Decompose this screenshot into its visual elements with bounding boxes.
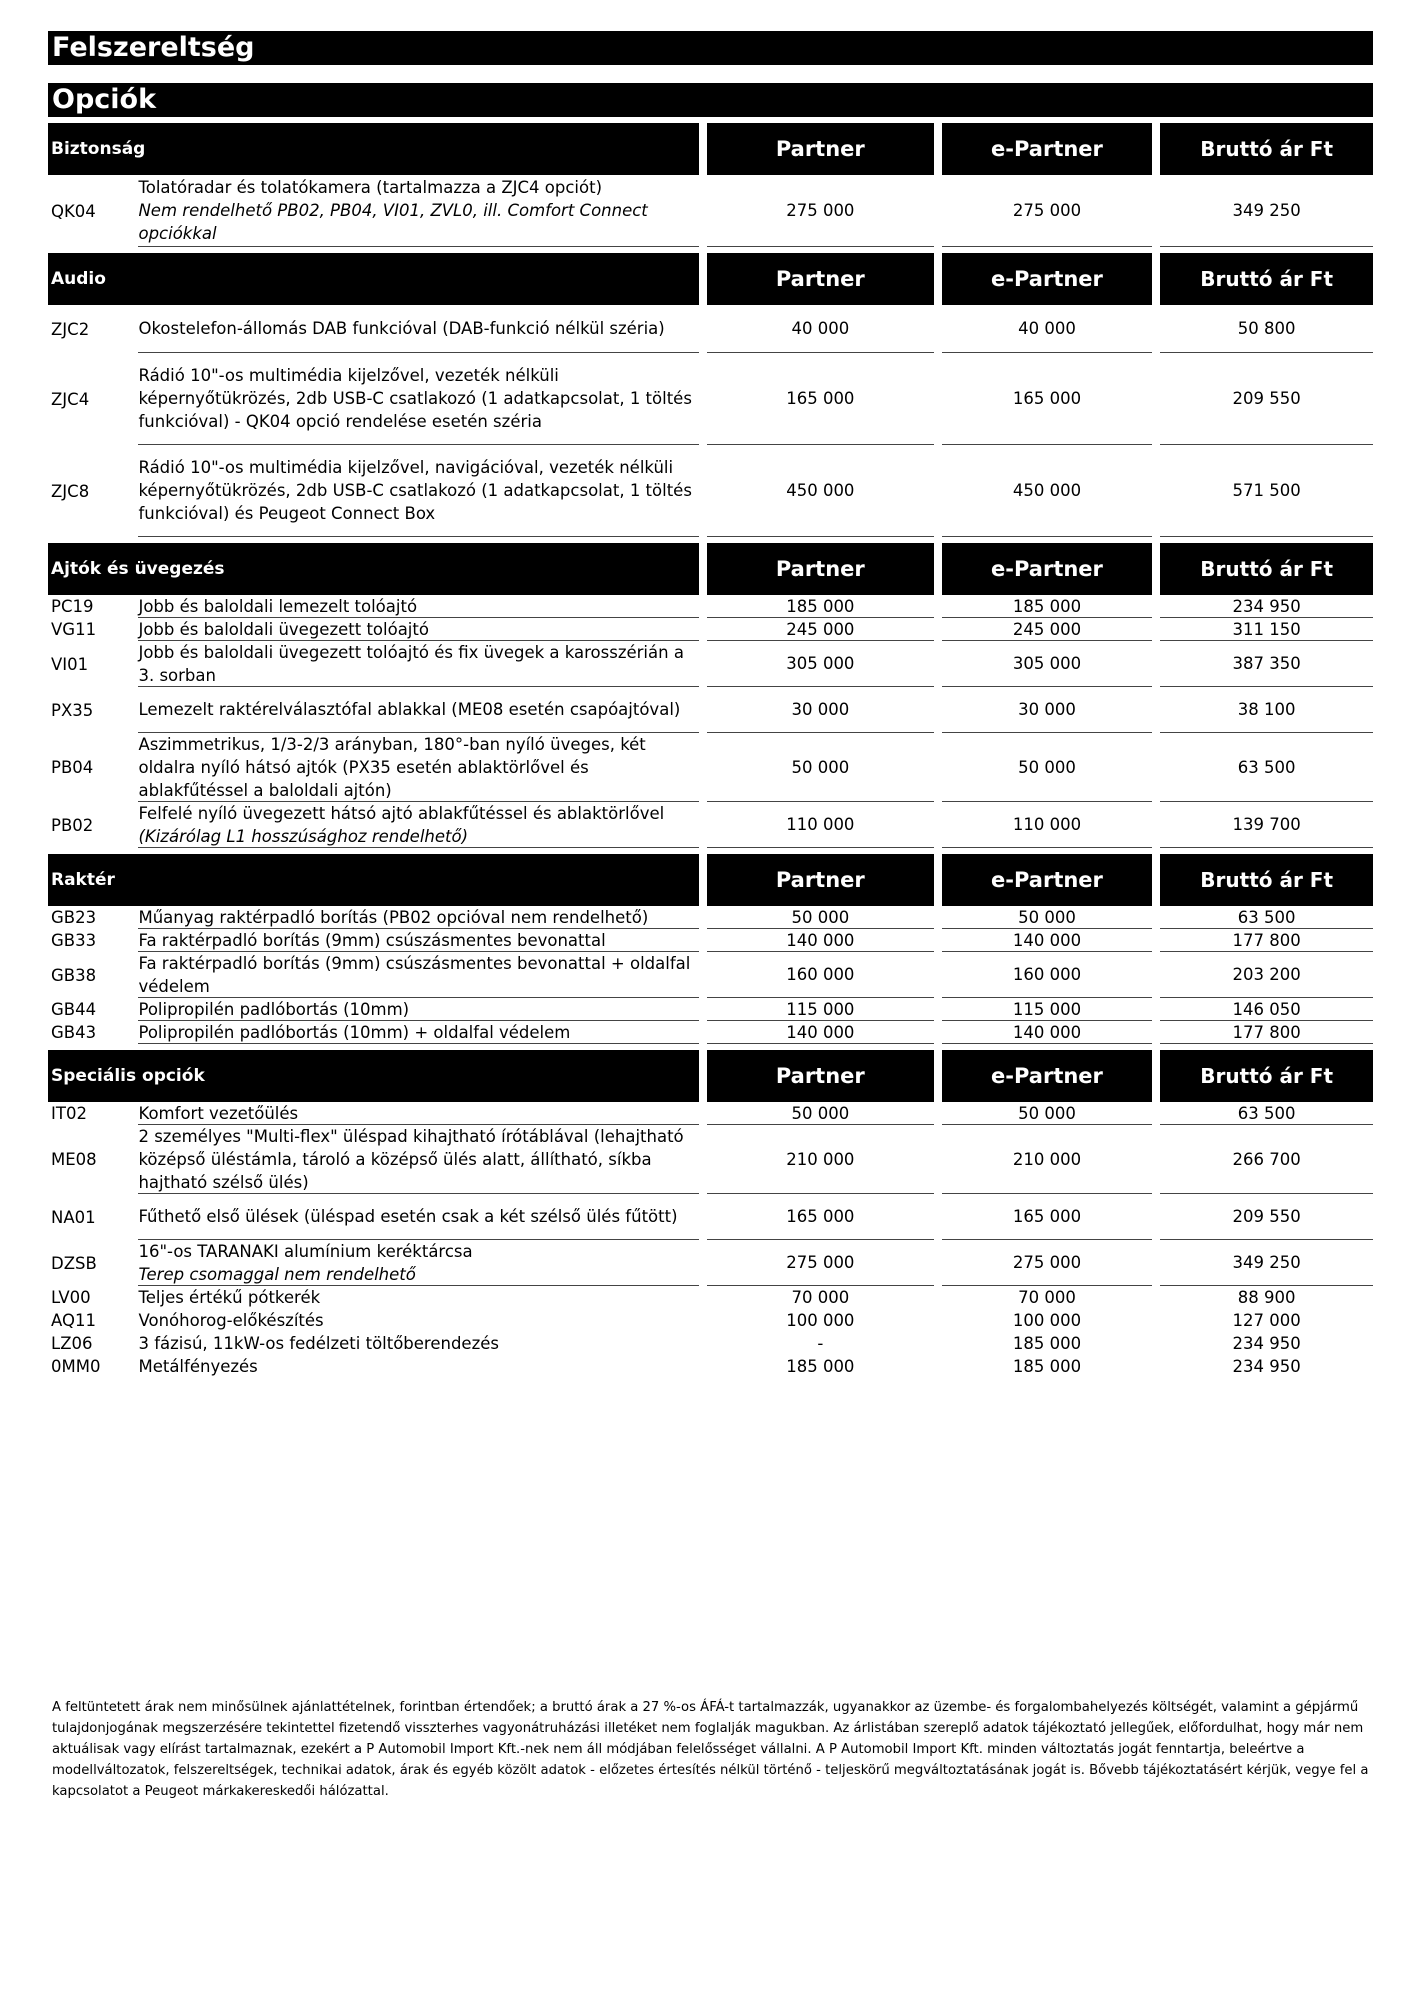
- price-epartner: 100 000: [1012, 1311, 1082, 1330]
- price-epartner: 245 000: [942, 618, 1153, 641]
- option-code: VI01: [51, 654, 89, 674]
- option-description: [138, 1194, 699, 1240]
- option-description-text: 16"-os TARANAKI alumínium keréktárcsa: [138, 1241, 473, 1261]
- option-description: [138, 952, 699, 998]
- section-title: Biztonság: [48, 123, 699, 175]
- option-description-text: Jobb és baloldali üvegezett tolóajtó: [138, 619, 429, 639]
- price-epartner: 30 000: [942, 687, 1153, 733]
- options-table: [48, 123, 1373, 1378]
- price-brutto: 571 500: [1160, 445, 1373, 537]
- option-code: PB04: [51, 758, 94, 777]
- price-brutto: 387 350: [1160, 641, 1373, 687]
- price-epartner: 210 000: [942, 1125, 1153, 1194]
- option-description-text: Tolatóradar és tolatókamera (tartalmazza a ZJC4 opciót): [138, 178, 603, 197]
- option-code: QK04: [51, 201, 96, 221]
- option-description: [138, 1240, 699, 1286]
- price-brutto: 266 700: [1160, 1125, 1373, 1194]
- section-title: Audio: [48, 253, 699, 305]
- price-brutto: 63 500: [1160, 1102, 1373, 1125]
- price-partner: 160 000: [707, 952, 934, 998]
- table-row: [48, 1332, 1373, 1355]
- option-description: [138, 1355, 699, 1378]
- col-partner: Partner: [707, 123, 934, 175]
- price-brutto: 234 950: [1160, 595, 1373, 618]
- price-partner: 450 000: [707, 445, 934, 537]
- option-description: [138, 641, 699, 687]
- price-epartner: 450 000: [942, 445, 1153, 537]
- option-code: AQ11: [51, 1311, 96, 1330]
- option-description-text: Jobb és baloldali lemezelt tolóajtó: [138, 596, 418, 616]
- price-brutto: 209 550: [1160, 353, 1373, 445]
- option-description-text: Fa raktérpadló borítás (9mm) csúszásmentes bevonattal + oldalfal védelem: [138, 953, 691, 996]
- price-brutto: 50 800: [1160, 305, 1373, 353]
- price-partner: 165 000: [707, 1194, 934, 1240]
- option-note: (Kizárólag L1 hosszúsághoz rendelhető): [138, 826, 469, 846]
- price-brutto: 234 950: [1232, 1334, 1301, 1353]
- price-partner: 30 000: [707, 687, 934, 733]
- option-description-text: Polipropilén padlóbortás (10mm) + oldalfal védelem: [138, 1022, 571, 1042]
- option-description-text: Vonóhorog-előkészítés: [138, 1311, 324, 1330]
- section-title: Speciális opciók: [48, 1050, 699, 1102]
- price-epartner: 110 000: [942, 802, 1153, 848]
- option-description: [138, 175, 699, 247]
- option-code: PX35: [51, 700, 94, 720]
- option-description-text: Komfort vezetőülés: [138, 1103, 299, 1123]
- table-row: [48, 687, 1373, 733]
- price-partner: 275 000: [707, 175, 934, 247]
- option-code: GB33: [51, 931, 97, 950]
- option-description: [138, 595, 699, 618]
- price-partner: -: [817, 1334, 824, 1353]
- table-row: [48, 445, 1373, 537]
- price-epartner: 50 000: [942, 906, 1153, 929]
- option-note: Terep csomaggal nem rendelhető: [138, 1264, 416, 1284]
- option-description: [138, 998, 699, 1021]
- option-description-text: Rádió 10"-os multimédia kijelzővel, navigációval, vezeték nélküli képernyőtükrözés, 2db USB-C csatlakozó (1 adatkapcsolat, 1 töltés funkcióval) és Peugeot Connect Box: [138, 458, 692, 523]
- col-partner: Partner: [707, 253, 934, 305]
- option-description: [138, 733, 699, 802]
- col-brutto: Bruttó ár Ft: [1160, 1050, 1373, 1102]
- price-partner: 275 000: [707, 1240, 934, 1286]
- price-brutto: 63 500: [1160, 906, 1373, 929]
- price-brutto: 139 700: [1160, 802, 1373, 848]
- option-code: 0MM0: [51, 1357, 101, 1376]
- price-brutto: 203 200: [1160, 952, 1373, 998]
- section-header-biztonsag: [48, 123, 1373, 175]
- col-brutto: Bruttó ár Ft: [1160, 543, 1373, 595]
- price-brutto: 209 550: [1160, 1194, 1373, 1240]
- table-row: [48, 1309, 1373, 1332]
- option-description: [138, 618, 699, 641]
- col-epartner: e-Partner: [942, 253, 1153, 305]
- option-description: [138, 1102, 699, 1125]
- price-partner: 210 000: [707, 1125, 934, 1194]
- option-description-text: Lemezelt raktérelválasztófal ablakkal (ME08 esetén csapóajtóval): [138, 700, 681, 719]
- option-code: PC19: [51, 597, 94, 616]
- col-brutto: Bruttó ár Ft: [1160, 123, 1373, 175]
- price-partner: 110 000: [707, 802, 934, 848]
- table-row: [48, 733, 1373, 802]
- col-epartner: e-Partner: [942, 1050, 1153, 1102]
- table-row: [48, 1125, 1373, 1194]
- table-row: [48, 1240, 1373, 1286]
- price-partner: 50 000: [707, 1102, 934, 1125]
- price-epartner: 275 000: [942, 175, 1153, 247]
- price-brutto: 127 000: [1232, 1311, 1301, 1330]
- option-code: IT02: [51, 1104, 87, 1123]
- option-description: [138, 445, 699, 537]
- section-title: Ajtók és üvegezés: [48, 543, 699, 595]
- table-row: [48, 595, 1373, 618]
- price-partner: 40 000: [707, 305, 934, 353]
- col-partner: Partner: [707, 543, 934, 595]
- col-epartner: e-Partner: [942, 123, 1153, 175]
- price-brutto: 38 100: [1160, 687, 1373, 733]
- price-partner: 245 000: [707, 618, 934, 641]
- col-epartner: e-Partner: [942, 854, 1153, 906]
- price-epartner: 165 000: [942, 353, 1153, 445]
- table-row: [48, 1286, 1373, 1309]
- price-partner: 140 000: [707, 1021, 934, 1044]
- page-title: Felszereltség: [48, 31, 1373, 65]
- option-code: DZSB: [51, 1253, 97, 1273]
- option-description: [138, 1021, 699, 1044]
- option-code: ZJC2: [51, 319, 90, 339]
- option-description: [138, 1309, 699, 1332]
- option-description-text: 2 személyes "Multi-flex" üléspad kihajtható írótáblával (lehajtható középső üléstámla, tároló a középső ülés alatt, állítható, síkba hajtható szélső ülés): [138, 1126, 684, 1192]
- table-row: [48, 1021, 1373, 1044]
- option-code: GB38: [51, 965, 97, 985]
- page-subtitle: Opciók: [48, 83, 1373, 117]
- price-brutto: 349 250: [1160, 1240, 1373, 1286]
- option-description: [138, 906, 699, 929]
- price-partner: 50 000: [707, 733, 934, 802]
- option-description-text: Fűthető első ülések (üléspad esetén csak a két szélső ülés fűtött): [138, 1207, 678, 1226]
- option-code: GB44: [51, 1000, 97, 1019]
- price-epartner: 160 000: [942, 952, 1153, 998]
- section-header-specialis: [48, 1050, 1373, 1102]
- table-row: [48, 305, 1373, 353]
- disclaimer: A feltüntetett árak nem minősülnek ajánlattételnek, forintban értendőek; a bruttó árak a 27 %-os ÁFÁ-t tartalmazzák, ugyanakkor az üzembe- és forgalombahelyezés költségét, valamint a gépjármű tulajdonjogának megszerzésére tekintettel fizetendő visszterhes vagyonátruházási illetéket nem foglalják magukban. Az árlistában szereplő adatok tájékoztató jellegűek, előfordulhat, hogy már nem aktuálisak vagy elírást tartalmaznak, ezekért a P Automobil Import Kft.-nek nem áll módjában felelősséget vállalni. A P Automobil Import Kft. minden változtatás jogát fenntartja, beleértve a modellváltozatok, felszereltségek, technikai adatok, árak és egyéb közölt adatok - előzetes értesítés nélkül történő - teljeskörű megváltoztatásának jogát is. Bővebb tájékoztatásért kérjük, vegye fel a kapcsolatot a Peugeot márkakereskedői hálózattal.: [52, 1700, 1369, 1799]
- option-description: [138, 1286, 699, 1309]
- option-code: GB23: [51, 908, 97, 927]
- price-epartner: 185 000: [1012, 1334, 1082, 1353]
- price-brutto: 177 800: [1160, 1021, 1373, 1044]
- price-epartner: 40 000: [942, 305, 1153, 353]
- price-partner: 185 000: [786, 1357, 855, 1376]
- option-description: [138, 1125, 699, 1194]
- option-description: [138, 353, 699, 445]
- table-row: [48, 1355, 1373, 1378]
- option-code: ZJC4: [51, 389, 90, 409]
- price-epartner: 140 000: [942, 1021, 1153, 1044]
- price-brutto: 177 800: [1160, 929, 1373, 952]
- option-description: [138, 929, 699, 952]
- price-partner: 140 000: [707, 929, 934, 952]
- option-description: [138, 687, 699, 733]
- table-row: [48, 952, 1373, 998]
- col-brutto: Bruttó ár Ft: [1160, 253, 1373, 305]
- option-code: PB02: [51, 815, 94, 835]
- option-code: LZ06: [51, 1334, 93, 1353]
- price-epartner: 50 000: [942, 1102, 1153, 1125]
- option-description-text: Fa raktérpadló borítás (9mm) csúszásmentes bevonattal: [138, 930, 606, 950]
- section-header-rakter: [48, 854, 1373, 906]
- option-code: GB43: [51, 1023, 97, 1042]
- option-description-text: Műanyag raktérpadló borítás (PB02 opcióval nem rendelhető): [138, 907, 649, 927]
- table-row: [48, 998, 1373, 1021]
- option-code: ME08: [51, 1150, 97, 1169]
- price-partner: 165 000: [707, 353, 934, 445]
- price-brutto: 349 250: [1160, 175, 1373, 247]
- option-description-text: Jobb és baloldali üvegezett tolóajtó és fix üvegek a karosszérián a 3. sorban: [138, 642, 684, 685]
- option-code: LV00: [51, 1288, 91, 1307]
- price-epartner: 70 000: [1018, 1288, 1076, 1307]
- table-row: [48, 1194, 1373, 1240]
- table-row: [48, 353, 1373, 445]
- price-brutto: 63 500: [1160, 733, 1373, 802]
- price-brutto: 311 150: [1160, 618, 1373, 641]
- table-row: [48, 1102, 1373, 1125]
- option-description: [138, 305, 699, 353]
- option-description-text: Okostelefon-állomás DAB funkcióval (DAB-funkció nélkül széria): [138, 319, 665, 338]
- table-row: [48, 906, 1373, 929]
- price-epartner: 185 000: [1012, 1357, 1082, 1376]
- option-code: NA01: [51, 1207, 96, 1227]
- col-partner: Partner: [707, 1050, 934, 1102]
- price-partner: 185 000: [707, 595, 934, 618]
- option-code: ZJC8: [51, 481, 90, 501]
- price-partner: 100 000: [786, 1311, 855, 1330]
- price-brutto: 146 050: [1160, 998, 1373, 1021]
- option-description-text: Felfelé nyíló üvegezett hátsó ajtó ablakfűtéssel és ablaktörlővel: [138, 803, 665, 823]
- table-row: [48, 802, 1373, 848]
- option-description-text: Metálfényezés: [138, 1357, 258, 1376]
- option-description-text: Polipropilén padlóbortás (10mm): [138, 999, 410, 1019]
- option-code: VG11: [51, 620, 97, 639]
- price-brutto: 234 950: [1232, 1357, 1301, 1376]
- price-epartner: 50 000: [942, 733, 1153, 802]
- option-description-text: Aszimmetrikus, 1/3-2/3 arányban, 180°-ban nyíló üveges, két oldalra nyíló hátsó ajtók (PX35 esetén ablaktörlővel és ablakfűtéssel a baloldali ajtón): [138, 734, 646, 800]
- table-row: [48, 175, 1373, 247]
- price-epartner: 140 000: [942, 929, 1153, 952]
- price-partner: 50 000: [707, 906, 934, 929]
- price-epartner: 165 000: [942, 1194, 1153, 1240]
- price-partner: 70 000: [791, 1288, 850, 1307]
- col-partner: Partner: [707, 854, 934, 906]
- price-epartner: 185 000: [942, 595, 1153, 618]
- option-description-text: Rádió 10"-os multimédia kijelzővel, vezeték nélküli képernyőtükrözés, 2db USB-C csatlakozó (1 adatkapcsolat, 1 töltés funkcióval) - QK04 opció rendelése esetén széria: [138, 366, 692, 431]
- option-description-text: 3 fázisú, 11kW-os fedélzeti töltőberendezés: [138, 1334, 499, 1353]
- price-list: [48, 31, 1373, 1378]
- option-description: [138, 802, 699, 848]
- price-epartner: 275 000: [942, 1240, 1153, 1286]
- section-header-ajtok: [48, 543, 1373, 595]
- option-description: [138, 1332, 699, 1355]
- option-note: Nem rendelhető PB02, PB04, VI01, ZVL0, ill. Comfort Connect opciókkal: [138, 201, 648, 243]
- section-header-audio: [48, 253, 1373, 305]
- price-partner: 115 000: [707, 998, 934, 1021]
- col-brutto: Bruttó ár Ft: [1160, 854, 1373, 906]
- table-row: [48, 618, 1373, 641]
- price-brutto: 88 900: [1237, 1288, 1296, 1307]
- price-epartner: 305 000: [942, 641, 1153, 687]
- price-partner: 305 000: [707, 641, 934, 687]
- table-row: [48, 641, 1373, 687]
- option-description-text: Teljes értékű pótkerék: [138, 1288, 321, 1307]
- col-epartner: e-Partner: [942, 543, 1153, 595]
- price-epartner: 115 000: [942, 998, 1153, 1021]
- section-title: Raktér: [48, 854, 699, 906]
- table-row: [48, 929, 1373, 952]
